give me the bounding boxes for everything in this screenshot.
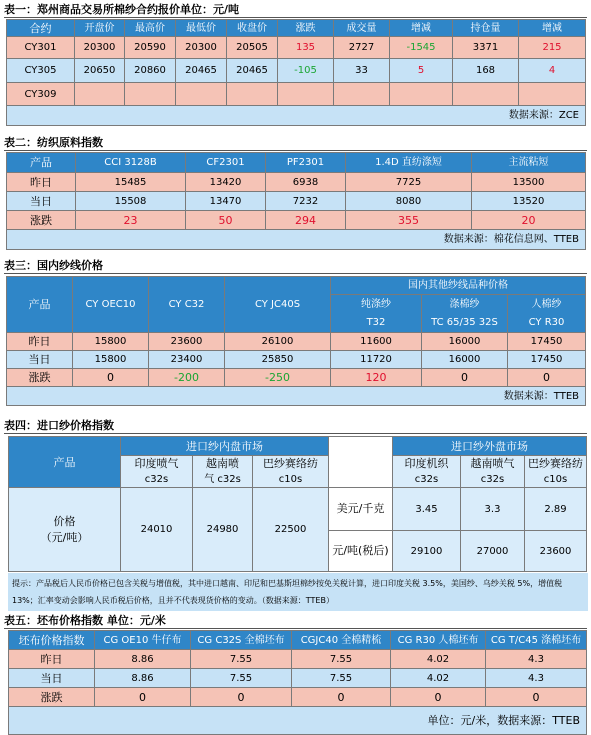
t4-col-header: 气 c32s: [193, 472, 253, 488]
table-row: [9, 488, 587, 531]
table-row: [7, 369, 586, 387]
table-cell: CY305: [7, 59, 75, 83]
t3-header-cell: 涤棉纱: [422, 295, 508, 314]
table-cell: 20465: [227, 59, 278, 83]
t4-col-header: 巴纱赛络纺: [525, 456, 587, 472]
table-cell: 13500: [472, 173, 586, 192]
table-row: [7, 59, 586, 83]
table-cell: 13470: [186, 192, 266, 211]
t4-col-header: c32s: [393, 472, 461, 488]
t1-source: 数据来源：ZCE: [7, 106, 586, 126]
table-cell: 16000: [422, 351, 508, 369]
t3-header-cell: CY C32: [149, 277, 225, 333]
t1-header-cell: 涨跌: [278, 20, 334, 37]
table-cell: 24010: [121, 488, 193, 572]
source-row: [9, 707, 587, 735]
t1-header-cell: 最低价: [176, 20, 227, 37]
table-cell: 4.3: [486, 650, 587, 669]
source-row: [7, 387, 586, 406]
table-cell: 11600: [331, 333, 422, 351]
t4-spacer: [329, 437, 393, 488]
table-cell: 4.02: [391, 650, 486, 669]
table-cell: 8.86: [95, 650, 191, 669]
table-cell: 26100: [225, 333, 331, 351]
table-cell: CY301: [7, 37, 75, 59]
table-cell: 168: [453, 59, 519, 83]
table-cell: 昨日: [9, 650, 95, 669]
table-cell: 120: [331, 369, 422, 387]
table-cell: 当日: [7, 351, 73, 369]
table-cell: 23600: [525, 531, 587, 572]
table-row: [9, 688, 587, 707]
t2-header-row: [7, 153, 586, 173]
table-cell: 20300: [176, 37, 227, 59]
table-row: [7, 192, 586, 211]
table-cell: [227, 83, 278, 106]
t4-price-label: [9, 488, 121, 572]
t4-table: [8, 436, 587, 572]
table-cell: 0: [73, 369, 149, 387]
table-cell: 13420: [186, 173, 266, 192]
t4-col-header: 印度喷气: [121, 456, 193, 472]
t2-header-cell: PF2301: [266, 153, 346, 173]
table-cell: 涨跌: [7, 211, 76, 230]
t4-note: 提示：产品税后人民币价格已包含关税与增值税，其中进口越南、印尼和巴基斯坦棉纱按免关税计算，进口印度关税 3.5%，美国纱、乌纱关税 5%，增值税13%；汇率变动会影响人民币税后价格，且并不代表现货价格的变动。（数据来源：TTEB）: [8, 573, 588, 611]
table-cell: 29100: [393, 531, 461, 572]
table-cell: 涨跌: [7, 369, 73, 387]
t3-header-cell: T32: [331, 314, 422, 333]
table-cell: [519, 83, 586, 106]
t1-header-cell: 合约: [7, 20, 75, 37]
source-row: [7, 106, 586, 126]
t4-col-header: 越南喷: [193, 456, 253, 472]
table-cell: 4.02: [391, 669, 486, 688]
table-cell: 4: [519, 59, 586, 83]
t1-title: 表一：郑州商品交易所棉纱合约报价单位：元/吨: [4, 3, 240, 16]
t5-header-cell: CG R30 人棉坯布: [391, 631, 486, 650]
t1-header-cell: 最高价: [125, 20, 176, 37]
t1-header-cell: 成交量: [334, 20, 390, 37]
table-cell: 17450: [508, 351, 586, 369]
t5-title: 表五：坯布价格指数 单位：元/米: [4, 614, 166, 627]
t4-col-header: 巴纱赛络纺: [253, 456, 329, 472]
table-cell: 0: [422, 369, 508, 387]
t5-header-row: [9, 631, 587, 650]
table-cell: 7.55: [292, 650, 391, 669]
table-cell: 23: [76, 211, 186, 230]
t1-table: [6, 19, 586, 126]
table-cell: 20465: [176, 59, 227, 83]
table-cell: 22500: [253, 488, 329, 572]
table-cell: 24980: [193, 488, 253, 572]
table-cell: 当日: [7, 192, 76, 211]
t2-title: 表二：纺织原料指数: [4, 136, 103, 149]
table-cell: 3371: [453, 37, 519, 59]
t1-header-cell: 持仓量: [453, 20, 519, 37]
t4-col-header: 印度机织: [393, 456, 461, 472]
t4-col-header: c32s: [121, 472, 193, 488]
table-cell: 0: [508, 369, 586, 387]
t3-title: 表三：国内纱线价格: [4, 259, 103, 272]
table-cell: 23600: [149, 333, 225, 351]
t3-source: 数据来源：TTEB: [7, 387, 586, 406]
t1-header-cell: 收盘价: [227, 20, 278, 37]
table-cell: 昨日: [7, 173, 76, 192]
table-cell: 20650: [75, 59, 125, 83]
table-cell: 15800: [73, 333, 149, 351]
t4-outer-header: 进口纱外盘市场: [393, 437, 587, 456]
table-cell: [334, 83, 390, 106]
table-cell: 2727: [334, 37, 390, 59]
table-cell: CY309: [7, 83, 75, 106]
table-cell: 23400: [149, 351, 225, 369]
t1-header-cell: 增减: [519, 20, 586, 37]
table-cell: [453, 83, 519, 106]
t4-price-unit: （元/吨）: [40, 530, 89, 544]
table-cell: 0: [486, 688, 587, 707]
table-cell: 20505: [227, 37, 278, 59]
t5-header-cell: CG C32S 全棉坯布: [191, 631, 292, 650]
t2-table: [6, 152, 586, 250]
t4-header-row: [9, 437, 587, 456]
t2-header-cell: 主流粘短: [472, 153, 586, 173]
t3-header-cell: 人棉纱: [508, 295, 586, 314]
t4-col-header: 越南喷气: [461, 456, 525, 472]
t4-price-text: 价格: [53, 514, 76, 528]
table-cell: 3.3: [461, 488, 525, 531]
t2-header-cell: CF2301: [186, 153, 266, 173]
table-row: [7, 351, 586, 369]
table-cell: 33: [334, 59, 390, 83]
table-cell: 0: [292, 688, 391, 707]
t2-header-cell: CCI 3128B: [76, 153, 186, 173]
t3-header-cell: CY JC40S: [225, 277, 331, 333]
table-cell: 15800: [73, 351, 149, 369]
table-row: [7, 333, 586, 351]
t5-header-cell: 坯布价格指数: [9, 631, 95, 650]
t3-header-row: [7, 277, 586, 295]
t5-header-cell: CG OE10 牛仔布: [95, 631, 191, 650]
table-row: [7, 37, 586, 59]
table-cell: 7232: [266, 192, 346, 211]
t3-table: [6, 276, 586, 406]
table-cell: 7.55: [292, 669, 391, 688]
t3-header-cell: 纯涤纱: [331, 295, 422, 314]
table-cell: 0: [391, 688, 486, 707]
table-cell: -1545: [390, 37, 453, 59]
table-cell: 20590: [125, 37, 176, 59]
t1-header-cell: 增减: [390, 20, 453, 37]
table-cell: 8080: [346, 192, 472, 211]
divider: [4, 433, 587, 434]
table-row: [7, 83, 586, 106]
t4-col-header: c10s: [525, 472, 587, 488]
table-cell: 昨日: [7, 333, 73, 351]
t4-cny-label: 元/吨(税后): [329, 531, 393, 572]
table-cell: 50: [186, 211, 266, 230]
table-cell: 20300: [75, 37, 125, 59]
table-cell: 0: [95, 688, 191, 707]
divider: [4, 17, 587, 18]
table-cell: 20860: [125, 59, 176, 83]
t3-group-header: 国内其他纱线品种价格: [331, 277, 586, 295]
t2-header-cell: 产品: [7, 153, 76, 173]
table-cell: 215: [519, 37, 586, 59]
t4-usd-label: 美元/千克: [329, 488, 393, 531]
table-cell: 11720: [331, 351, 422, 369]
table-cell: [125, 83, 176, 106]
table-cell: 13520: [472, 192, 586, 211]
table-cell: 294: [266, 211, 346, 230]
t4-col-header: c32s: [461, 472, 525, 488]
t5-header-cell: CG T/C45 涤棉坯布: [486, 631, 587, 650]
table-cell: 7725: [346, 173, 472, 192]
table-cell: 0: [191, 688, 292, 707]
t5-header-cell: CGJC40 全棉精梳: [292, 631, 391, 650]
table-cell: 16000: [422, 333, 508, 351]
t4-inner-header: 进口纱内盘市场: [121, 437, 329, 456]
table-cell: 355: [346, 211, 472, 230]
table-cell: -250: [225, 369, 331, 387]
table-cell: 15485: [76, 173, 186, 192]
t4-product-header: 产品: [9, 437, 121, 488]
source-row: [7, 230, 586, 250]
t3-product-header: 产品: [7, 277, 73, 333]
table-cell: 7.55: [191, 650, 292, 669]
table-cell: 5: [390, 59, 453, 83]
table-cell: 2.89: [525, 488, 587, 531]
table-cell: 6938: [266, 173, 346, 192]
t3-header-cell: CY R30: [508, 314, 586, 333]
table-cell: -105: [278, 59, 334, 83]
table-cell: 27000: [461, 531, 525, 572]
table-cell: [278, 83, 334, 106]
t5-source: 单位：元/米，数据来源：TTEB: [9, 707, 587, 735]
table-cell: [390, 83, 453, 106]
divider: [4, 273, 587, 274]
t1-header-cell: 开盘价: [75, 20, 125, 37]
divider: [4, 150, 587, 151]
t5-table: [8, 630, 587, 735]
t2-source: 数据来源：棉花信息网、TTEB: [7, 230, 586, 250]
table-row: [9, 669, 587, 688]
table-cell: 135: [278, 37, 334, 59]
t4-title: 表四：进口纱价格指数: [4, 419, 114, 432]
table-cell: 20: [472, 211, 586, 230]
t2-header-cell: 1.4D 直纺涤短: [346, 153, 472, 173]
divider: [4, 628, 587, 629]
table-cell: 17450: [508, 333, 586, 351]
t3-header-cell: CY OEC10: [73, 277, 149, 333]
t3-header-cell: TC 65/35 32S: [422, 314, 508, 333]
t1-header-row: [7, 20, 586, 37]
table-cell: 4.3: [486, 669, 587, 688]
table-row: [9, 650, 587, 669]
table-cell: -200: [149, 369, 225, 387]
table-row: [7, 211, 586, 230]
table-cell: [75, 83, 125, 106]
table-row: [7, 173, 586, 192]
t4-col-header: c10s: [253, 472, 329, 488]
table-cell: 当日: [9, 669, 95, 688]
table-cell: 15508: [76, 192, 186, 211]
table-cell: 涨跌: [9, 688, 95, 707]
table-cell: 25850: [225, 351, 331, 369]
table-cell: [176, 83, 227, 106]
table-cell: 7.55: [191, 669, 292, 688]
table-cell: 8.86: [95, 669, 191, 688]
table-cell: 3.45: [393, 488, 461, 531]
